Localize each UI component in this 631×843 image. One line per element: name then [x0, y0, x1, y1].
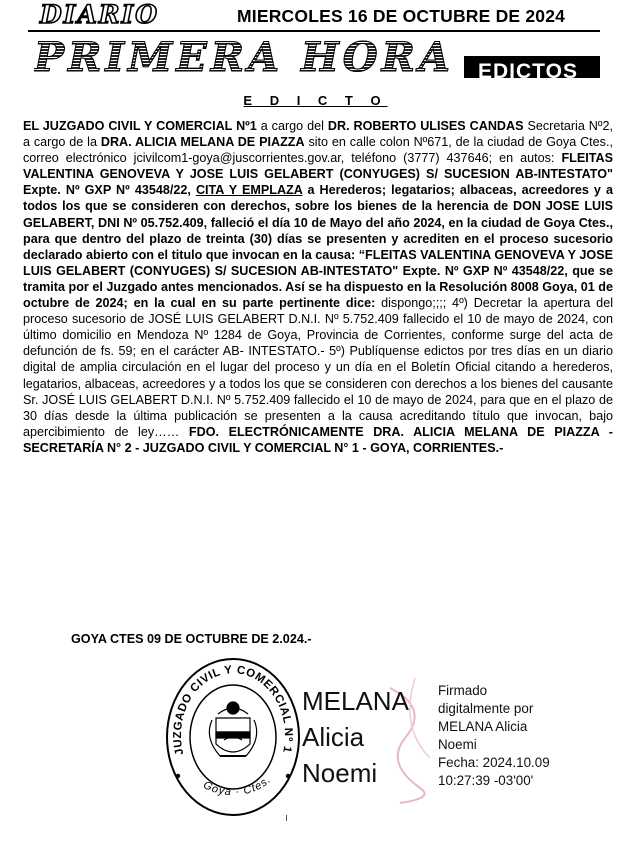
- judge-name: DR. ROBERTO ULISES CANDAS: [327, 119, 524, 133]
- header-divider: [28, 30, 600, 32]
- section-label: EDICTOS: [464, 56, 600, 78]
- issue-date: MIERCOLES 16 DE OCTUBRE DE 2024: [237, 6, 566, 26]
- secretary-name: DRA. ALICIA MELANA DE PIAZZA: [100, 135, 305, 150]
- cita-emplaza: CITA Y EMPLAZA: [195, 183, 303, 198]
- place-date: GOYA CTES 09 DE OCTUBRE DE 2.024.-: [71, 632, 312, 646]
- signer-name: MELANA Alicia Noemi: [302, 686, 409, 788]
- svg-text:JUZGADO CIVIL Y COMERCIAL Nº 1: JUZGADO CIVIL Y COMERCIAL Nº 1: [171, 664, 295, 757]
- digital-signature-details: Firmado digitalmente por MELANA Alicia Noemi Fecha: 2024.10.09 10:27:39 -03'00': [438, 683, 550, 788]
- svg-text:Goya · Ctes.: Goya · Ctes.: [201, 773, 274, 799]
- case-title: FLEITAS VALENTINA GENOVEVA Y JOSE LUIS GELABERT (CONYUGES) S/ SUCESION AB-INTESTATO" Expte. Nº GXP Nº 43548/22,: [23, 151, 613, 198]
- court-seal-stamp: [164, 656, 302, 818]
- edict-body: EL JUZGADO CIVIL Y COMERCIAL Nº1 a cargo del DR. ROBERTO ULISES CANDAS Secretaria Nº2, a cargo de la DRA. ALICIA MELANA DE PIAZZA sito en calle colon Nº671, de la ciudad de Goya Ctes., correo electrónico jcivilcom1-goya@juscorrientes.gov.ar, teléfono (3777) 437646; en autos: FLEITAS VALENTINA GENOVEVA Y JOSE LUIS GELABERT (CONYUGES) S/ SUCESION AB-INTESTATO" Expte. Nº GXP Nº 43548/22, CITA Y EMPLAZA a Herederos; legatarios; albaceas, acreedores y a todos los que se consideren con derechos, sobre los bienes de la herencia de DON JOSE LUIS GELABERT, DNI Nº 05.752.409, falleció el día 10 de Mayo del año 2024, en la ciudad de Goya Ctes., para que dentro del plazo de treinta (30) días se presenten y acrediten en el proceso sucesorio declarado abierto con el titulo que invocan en la causa: “FLEITAS VALENTINA GENOVEVA Y JOSE LUIS GELABERT (CONYUGES) S/ SUCESION AB-INTESTATO" Expte. Nº GXP Nº 43548/22, que se tramita por el Juzgado antes mencionados. Así se ha dispuesto en la Resolución 8008 Goya, 01 de octubre de 2024; en la cual en su parte pertinente dice: dispongo;;;; 4º) Decretar la apertura del proceso sucesorio de JOSÉ LUIS GELABERT D.N.I. Nº 5.752.409 fallecido el 10 de mayo de 2024, con último domicilio en Mendoza Nº 1284 de Goya, Provincia de Corrientes, conforme surge del acta de defunción de fs. 59; en el carácter AB- INTESTATO.- 5º) Publíquense edictos por tres días en un diario digital de amplia circulación en el lugar del proceso y un día en el Boletín Oficial citando a herederos, legatarios, albaceas, acreedores y a todos los que se consideren con derechos a los bienes del causante Sr. JOSÉ LUIS GELABERT D.N.I. Nº 5.752.409 fallecido el 10 de mayo de 2024, para que en el plazo de 30 días desde la última publicación se presenten a la causa acreditando título que invocan, bajo apercibimiento de ley…… FDO. ELECTRÓNICAMENTE DRA. ALICIA MELANA DE PIAZZA - SECRETARÍA N° 2 - JUZGADO CIVIL Y COMERCIAL N° 1 - GOYA, CORRIENTES.-: [23, 119, 614, 455]
- masthead-diario-logo: DIARIO: [40, 0, 160, 29]
- signed-by-text: FDO. ELECTRÓNICAMENTE DRA. ALICIA MELANA DE PIAZZA - SECRETARÍA N° 2 - JUZGADO CIVIL Y COMERCIAL N° 1 - GOYA, CORRIENTES.-: [23, 424, 613, 455]
- court-name: EL JUZGADO CIVIL Y COMERCIAL Nº1: [23, 119, 257, 133]
- summons-text: a Herederos; legatarios; albaceas, acreedores y a todos los que se consideren con derechos, sobre los bienes de la herencia de DON JOSE LUIS GELABERT, DNI Nº 05.752.409, falleció el día 10 de Mayo del año 2024, en la ciudad de Goya Ctes., para que dentro del plazo de treinta (30) días se presenten y acrediten en el proceso sucesorio declarado abierto con el titulo que invocan en la causa: “FLEITAS VALENTINA GENOVEVA Y JOSE LUIS GELABERT (CONYUGES) S/ SUCESION AB-INTESTATO" Expte. Nº GXP Nº 43548/22, que se tramita por el Juzgado antes mencionados. Así se ha dispuesto en la Resolución 8008 Goya, 01 de octubre de 2024; en la cual en su parte pertinente dice:: [23, 183, 614, 311]
- masthead: [28, 0, 600, 78]
- page-mark: [286, 815, 287, 821]
- edict-heading: E D I C T O: [243, 93, 388, 108]
- masthead-primera-hora-logo: PRIMERA HORA: [34, 34, 454, 78]
- resolution-text: dispongo;;;; 4º) Decretar la apertura del proceso sucesorio de JOSÉ LUIS GELABERT D.N.I. Nº 5.752.409 fallecido el 10 de mayo de 2024, con último domicilio en Mendoza Nº 1284 de Goya, Provincia de Corrientes, conforme surge del acta de defunción de fs. 59; en el carácter AB- INTESTATO.- 5º) Publíquense edictos por tres días en un diario digital de amplia circulación en el lugar del proceso y un día en el Boletín Oficial citando a herederos, legatarios, albaceas, acreedores y a todos los que se consideren con derechos a los bienes del causante Sr. JOSÉ LUIS GELABERT D.N.I. Nº 5.752.409 fallecido el 10 de mayo de 2024, para que en el plazo de 30 días desde la última publicación se presenten a la causa acreditando título que invocan, bajo apercibimiento de ley……: [23, 296, 613, 439]
